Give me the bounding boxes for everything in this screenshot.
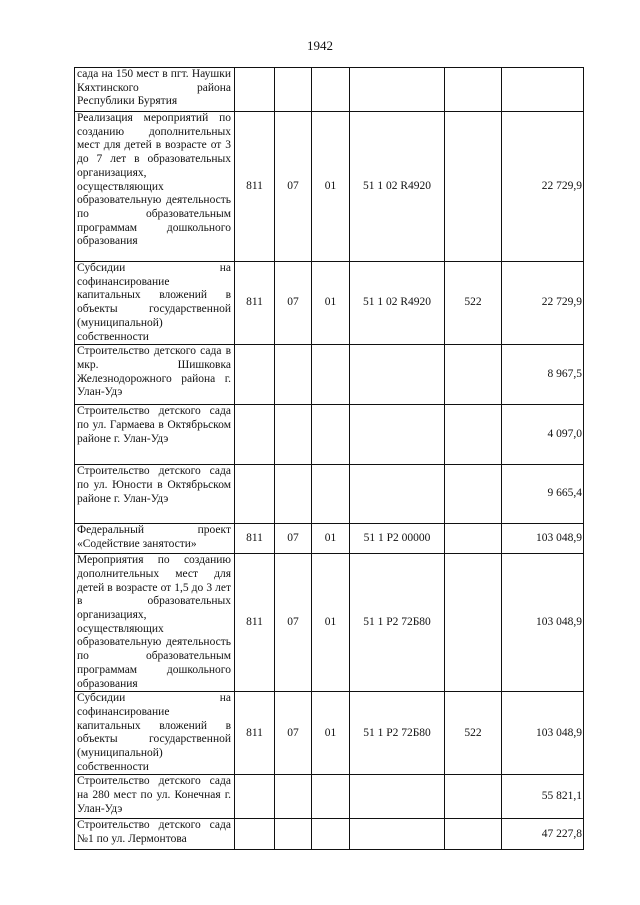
target-article-code: 51 1 P2 00000 <box>350 524 445 554</box>
subsection-code <box>312 465 350 524</box>
table-row <box>75 554 584 692</box>
table-row <box>75 819 584 850</box>
section-code: 07 <box>275 554 312 692</box>
table-row <box>75 775 584 819</box>
table-row <box>75 68 584 112</box>
department-code: 811 <box>235 692 275 775</box>
subsection-code <box>312 68 350 112</box>
expense-type-code <box>445 68 502 112</box>
row-description: Мероприятия по созданию дополнительных мест для детей в возрасте от 1,5 до 3 лет в образовательных организациях, осуществляющих образовательную деятельность по образовательным программам дошкольного образования <box>75 554 235 692</box>
target-article-code: 51 1 P2 72Б80 <box>350 554 445 692</box>
amount <box>502 68 584 112</box>
subsection-code: 01 <box>312 554 350 692</box>
department-code <box>235 345 275 405</box>
table-row <box>75 405 584 465</box>
section-code <box>275 819 312 850</box>
subsection-code: 01 <box>312 524 350 554</box>
row-description: Строительство детского сада №1 по ул. Лермонтова <box>75 819 235 850</box>
department-code <box>235 775 275 819</box>
section-code: 07 <box>275 262 312 345</box>
page-number: 1942 <box>307 38 333 53</box>
row-description: сада на 150 мест в пгт. Наушки Кяхтинского района Республики Бурятия <box>75 68 235 112</box>
row-description: Строительство детского сада по ул. Юности в Октябрьском районе г. Улан-Удэ <box>75 465 235 524</box>
amount: 8 967,5 <box>502 345 584 405</box>
section-code <box>275 405 312 465</box>
section-code <box>275 345 312 405</box>
section-code: 07 <box>275 692 312 775</box>
expense-type-code: 522 <box>445 692 502 775</box>
section-code <box>275 68 312 112</box>
table-row <box>75 345 584 405</box>
section-code <box>275 465 312 524</box>
amount: 103 048,9 <box>502 524 584 554</box>
table-row <box>75 465 584 524</box>
expense-type-code <box>445 405 502 465</box>
department-code <box>235 465 275 524</box>
target-article-code: 51 1 02 R4920 <box>350 112 445 262</box>
table-row <box>75 112 584 262</box>
table-row <box>75 262 584 345</box>
target-article-code: 51 1 02 R4920 <box>350 262 445 345</box>
department-code <box>235 405 275 465</box>
section-code: 07 <box>275 524 312 554</box>
subsection-code <box>312 775 350 819</box>
subsection-code: 01 <box>312 692 350 775</box>
section-code: 07 <box>275 112 312 262</box>
target-article-code <box>350 465 445 524</box>
row-description: Реализация мероприятий по созданию дополнительных мест для детей в возрасте от 3 до 7 лет в образовательных организациях, осуществляющих образовательную деятельность по образовательным программам дошкольного образования <box>75 112 235 262</box>
row-description: Субсидии на софинансирование капитальных вложений в объекты государственной (муниципальной) собственности <box>75 262 235 345</box>
target-article-code <box>350 68 445 112</box>
row-description: Строительство детского сада в мкр. Шишковка Железнодорожного района г. Улан-Удэ <box>75 345 235 405</box>
section-code <box>275 775 312 819</box>
department-code: 811 <box>235 554 275 692</box>
expense-type-code: 522 <box>445 262 502 345</box>
department-code <box>235 819 275 850</box>
expense-type-code <box>445 554 502 692</box>
expense-type-code <box>445 112 502 262</box>
row-description: Субсидии на софинансирование капитальных вложений в объекты государственной (муниципальной) собственности <box>75 692 235 775</box>
row-description: Строительство детского сада на 280 мест по ул. Конечная г. Улан-Удэ <box>75 775 235 819</box>
amount: 103 048,9 <box>502 692 584 775</box>
budget-table-body <box>75 68 584 850</box>
subsection-code <box>312 819 350 850</box>
subsection-code <box>312 405 350 465</box>
target-article-code <box>350 345 445 405</box>
amount: 4 097,0 <box>502 405 584 465</box>
expense-type-code <box>445 345 502 405</box>
amount: 103 048,9 <box>502 554 584 692</box>
amount: 9 665,4 <box>502 465 584 524</box>
target-article-code: 51 1 P2 72Б80 <box>350 692 445 775</box>
target-article-code <box>350 819 445 850</box>
table-row <box>75 692 584 775</box>
subsection-code: 01 <box>312 262 350 345</box>
department-code <box>235 68 275 112</box>
table-row <box>75 524 584 554</box>
expense-type-code <box>445 775 502 819</box>
subsection-code <box>312 345 350 405</box>
subsection-code: 01 <box>312 112 350 262</box>
amount: 47 227,8 <box>502 819 584 850</box>
amount: 55 821,1 <box>502 775 584 819</box>
expense-type-code <box>445 465 502 524</box>
amount: 22 729,9 <box>502 112 584 262</box>
amount: 22 729,9 <box>502 262 584 345</box>
department-code: 811 <box>235 112 275 262</box>
row-description: Федеральный проект «Содействие занятости» <box>75 524 235 554</box>
department-code: 811 <box>235 262 275 345</box>
expense-type-code <box>445 819 502 850</box>
target-article-code <box>350 405 445 465</box>
budget-table <box>74 67 584 850</box>
expense-type-code <box>445 524 502 554</box>
target-article-code <box>350 775 445 819</box>
department-code: 811 <box>235 524 275 554</box>
row-description: Строительство детского сада по ул. Гармаева в Октябрьском районе г. Улан-Удэ <box>75 405 235 465</box>
